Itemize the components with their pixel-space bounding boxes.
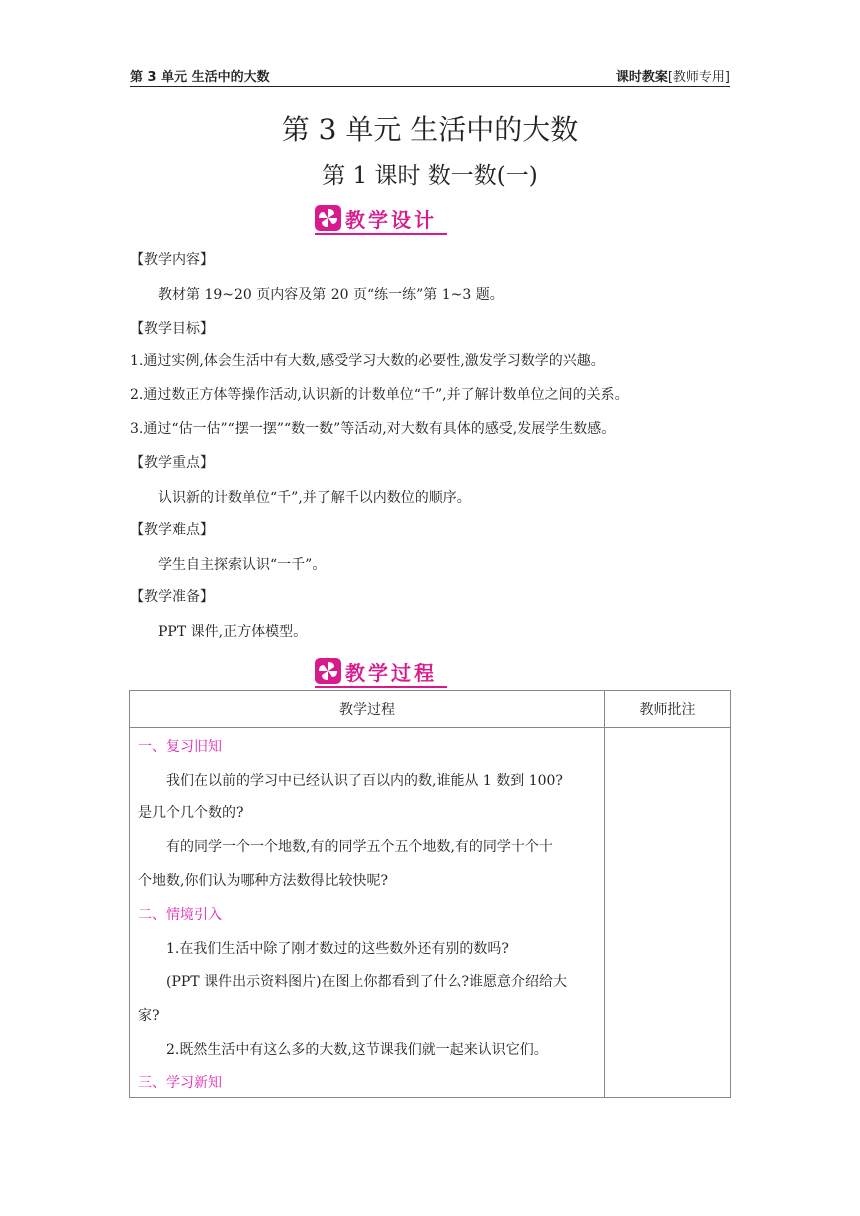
lesson-title: 第 1 课时 数一数(一) [322,163,538,189]
goal-item: 3.通过“估一估”“摆一摆”“数一数”等活动,对大数有具体的感受,发展学生数感。 [130,421,616,437]
difficulty-heading: 【教学难点】 [130,522,214,538]
content-text: 教材第 19~20 页内容及第 20 页“练一练”第 1~3 题。 [158,287,504,303]
key-text: 认识新的计数单位“千”,并了解千以内数位的顺序。 [158,490,471,506]
paragraph-line: 2.既然生活中有这么多的大数,这节课我们就一起来认识它们。 [166,1042,548,1058]
paragraph-line: 1.在我们生活中除了刚才数过的这些数外还有别的数吗? [166,941,509,957]
badge-process [315,656,447,688]
unit-title: 第 3 单元 生活中的大数 [281,113,579,146]
pinwheel-icon [315,205,341,231]
preparation-heading: 【教学准备】 [130,589,214,605]
content-heading: 【教学内容】 [130,252,214,268]
column-header-notes: 教师批注 [605,691,731,728]
paragraph-line: 是几个几个数的? [138,805,244,821]
section-title: 二、情境引入 [138,907,222,923]
badge-design [315,203,447,235]
paragraph-line: 家? [138,1008,160,1024]
teacher-notes-cell [605,728,731,1098]
paragraph-line: 我们在以前的学习中已经认识了百以内的数,谁能从 1 数到 100? [166,773,563,789]
difficulty-text: 学生自主探索认识“一千”。 [158,557,327,573]
paragraph-line: (PPT 课件出示资料图片)在图上你都看到了什么?谁愿意介绍给大 [166,974,568,990]
preparation-text: PPT 课件,正方体模型。 [158,624,308,640]
paragraph-line: 个地数,你们认为哪种方法数得比较快呢? [138,873,388,889]
process-content-cell [130,728,605,1098]
header-unit: 第 3 单元 生活中的大数 [130,70,270,85]
badge-design-label: 教学设计 [345,207,437,232]
section-title: 一、复习旧知 [138,739,222,755]
header-label: 课时教案[教师专用] [615,70,730,85]
goal-item: 2.通过数正方体等操作活动,认识新的计数单位“千”,并了解计数单位之间的关系。 [130,387,629,403]
section-title: 三、学习新知 [138,1075,222,1091]
column-header-process: 教学过程 [130,691,605,728]
page-header [130,64,730,87]
paragraph-line: 有的同学一个一个地数,有的同学五个五个地数,有的同学十个十 [166,839,553,855]
goals-heading: 【教学目标】 [130,321,214,337]
pinwheel-icon [315,658,341,684]
badge-process-label: 教学过程 [345,660,437,685]
process-table [129,690,731,1098]
key-heading: 【教学重点】 [130,455,214,471]
goal-item: 1.通过实例,体会生活中有大数,感受学习大数的必要性,激发学习数学的兴趣。 [130,353,605,369]
